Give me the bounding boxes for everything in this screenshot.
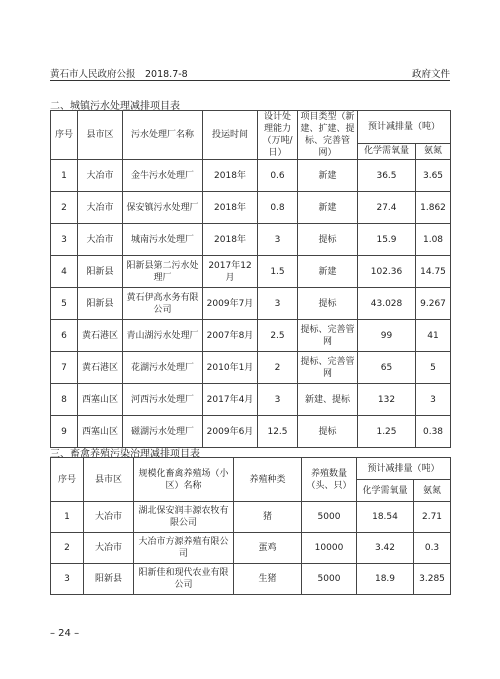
cell-kind: 蛋鸡 <box>234 533 302 564</box>
cell-no: 2 <box>51 192 78 224</box>
cell-type: 提标、完善管网 <box>298 352 358 384</box>
cell-capacity: 3 <box>258 384 298 416</box>
table-row <box>51 564 451 595</box>
header-nh: 氨氮 <box>416 143 451 159</box>
table-row <box>51 160 451 192</box>
cell-count: 5000 <box>302 502 357 533</box>
header-nh: 氨氮 <box>414 480 451 502</box>
cell-date: 2017年4月 <box>203 384 258 416</box>
cell-no: 4 <box>51 256 78 288</box>
page-number: – 24 – <box>50 628 80 639</box>
header-farm: 规模化畜禽养殖场（小区）名称 <box>134 458 234 502</box>
cell-county: 大冶市 <box>84 502 134 533</box>
cell-type: 新建 <box>298 160 358 192</box>
cell-farm: 大冶市方源养殖有限公司 <box>134 533 234 564</box>
cell-no: 3 <box>51 564 84 595</box>
table-row <box>51 256 451 288</box>
cell-nh: 5 <box>416 352 451 384</box>
cell-kind: 生猪 <box>234 564 302 595</box>
table-row <box>51 533 451 564</box>
cell-nh: 0.38 <box>416 416 451 448</box>
table-row <box>51 416 451 448</box>
cell-type: 新建、提标 <box>298 384 358 416</box>
cell-date: 2018年 <box>203 192 258 224</box>
cell-county: 西塞山区 <box>78 384 123 416</box>
cell-cod: 99 <box>358 320 416 352</box>
header-reduction: 预计减排量（吨） <box>357 458 451 480</box>
cell-type: 提标 <box>298 288 358 320</box>
cell-no: 1 <box>51 502 84 533</box>
cell-nh: 1.08 <box>416 224 451 256</box>
livestock-table <box>50 457 451 595</box>
cell-plant: 黄石伊高水务有限公司 <box>123 288 203 320</box>
cell-date: 2018年 <box>203 160 258 192</box>
cell-capacity: 12.5 <box>258 416 298 448</box>
cell-capacity: 2 <box>258 352 298 384</box>
header-county: 县市区 <box>84 458 134 502</box>
cell-plant: 磁湖污水处理厂 <box>123 416 203 448</box>
header-kind: 养殖种类 <box>234 458 302 502</box>
cell-cod: 65 <box>358 352 416 384</box>
cell-date: 2009年6月 <box>203 416 258 448</box>
cell-cod: 18.54 <box>357 502 414 533</box>
cell-farm: 阳新佳和现代农业有限公司 <box>134 564 234 595</box>
cell-date: 2007年8月 <box>203 320 258 352</box>
cell-nh: 41 <box>416 320 451 352</box>
cell-date: 2010年1月 <box>203 352 258 384</box>
publication-title: 黄石市人民政府公报 2018.7-8 <box>50 69 188 80</box>
cell-no: 2 <box>51 533 84 564</box>
cell-county: 阳新县 <box>84 564 134 595</box>
header-plant: 污水处理厂名称 <box>123 111 203 160</box>
page-header <box>50 64 450 81</box>
cell-county: 大冶市 <box>84 533 134 564</box>
cell-type: 新建 <box>298 192 358 224</box>
cell-county: 大冶市 <box>78 192 123 224</box>
cell-no: 8 <box>51 384 78 416</box>
cell-no: 6 <box>51 320 78 352</box>
cell-nh: 9.267 <box>416 288 451 320</box>
cell-no: 3 <box>51 224 78 256</box>
cell-nh: 14.75 <box>416 256 451 288</box>
cell-kind: 猪 <box>234 502 302 533</box>
table-row <box>51 224 451 256</box>
header-capacity: 设计处理能力（万吨/日） <box>258 111 298 160</box>
cell-plant: 城南污水处理厂 <box>123 224 203 256</box>
cell-plant: 保安镇污水处理厂 <box>123 192 203 224</box>
cell-nh: 2.71 <box>414 502 451 533</box>
cell-type: 新建 <box>298 256 358 288</box>
cell-farm: 湖北保安润丰源农牧有限公司 <box>134 502 234 533</box>
cell-date: 2017年12月 <box>203 256 258 288</box>
cell-capacity: 3 <box>258 224 298 256</box>
cell-cod: 132 <box>358 384 416 416</box>
cell-county: 黄石港区 <box>78 352 123 384</box>
header-no: 序号 <box>51 111 78 160</box>
sewage-table <box>50 110 451 448</box>
cell-count: 10000 <box>302 533 357 564</box>
cell-capacity: 0.6 <box>258 160 298 192</box>
cell-plant: 河西污水处理厂 <box>123 384 203 416</box>
cell-count: 5000 <box>302 564 357 595</box>
cell-cod: 1.25 <box>358 416 416 448</box>
cell-plant: 金牛污水处理厂 <box>123 160 203 192</box>
cell-cod: 43.028 <box>358 288 416 320</box>
cell-no: 1 <box>51 160 78 192</box>
cell-nh: 3.285 <box>414 564 451 595</box>
cell-type: 提标 <box>298 224 358 256</box>
table-row <box>51 320 451 352</box>
cell-plant: 阳新县第二污水处理厂 <box>123 256 203 288</box>
section1-title: 二、城镇污水处理减排项目表 <box>50 101 180 112</box>
cell-county: 大冶市 <box>78 224 123 256</box>
table-row <box>51 352 451 384</box>
cell-date: 2009年7月 <box>203 288 258 320</box>
cell-no: 9 <box>51 416 78 448</box>
cell-county: 西塞山区 <box>78 416 123 448</box>
cell-cod: 15.9 <box>358 224 416 256</box>
section2-title: 三、畜禽养殖污染治理减排项目表 <box>50 449 200 460</box>
cell-nh: 1.862 <box>416 192 451 224</box>
section-label: 政府文件 <box>411 69 450 80</box>
header-count: 养殖数量（头、只） <box>302 458 357 502</box>
cell-nh: 3.65 <box>416 160 451 192</box>
cell-date: 2018年 <box>203 224 258 256</box>
cell-capacity: 0.8 <box>258 192 298 224</box>
cell-county: 阳新县 <box>78 256 123 288</box>
header-type: 项目类型（新建、扩建、提标、完善管网） <box>298 111 358 160</box>
cell-capacity: 1.5 <box>258 256 298 288</box>
cell-cod: 102.36 <box>358 256 416 288</box>
cell-no: 5 <box>51 288 78 320</box>
cell-type: 提标 <box>298 416 358 448</box>
cell-county: 大冶市 <box>78 160 123 192</box>
cell-cod: 18.9 <box>357 564 414 595</box>
cell-county: 阳新县 <box>78 288 123 320</box>
cell-nh: 3 <box>416 384 451 416</box>
table-row <box>51 192 451 224</box>
cell-capacity: 2.5 <box>258 320 298 352</box>
cell-plant: 花湖污水处理厂 <box>123 352 203 384</box>
table-row <box>51 384 451 416</box>
header-date: 投运时间 <box>203 111 258 160</box>
table-row <box>51 502 451 533</box>
header-cod: 化学需氧量 <box>358 143 416 159</box>
header-reduction: 预计减排量（吨） <box>358 111 451 144</box>
cell-cod: 36.5 <box>358 160 416 192</box>
table-row <box>51 288 451 320</box>
cell-plant: 青山湖污水处理厂 <box>123 320 203 352</box>
cell-no: 7 <box>51 352 78 384</box>
cell-type: 提标、完善管网 <box>298 320 358 352</box>
cell-cod: 3.42 <box>357 533 414 564</box>
cell-capacity: 3 <box>258 288 298 320</box>
cell-nh: 0.3 <box>414 533 451 564</box>
header-no: 序号 <box>51 458 84 502</box>
header-cod: 化学需氧量 <box>357 480 414 502</box>
header-county: 县市区 <box>78 111 123 160</box>
cell-cod: 27.4 <box>358 192 416 224</box>
cell-county: 黄石港区 <box>78 320 123 352</box>
